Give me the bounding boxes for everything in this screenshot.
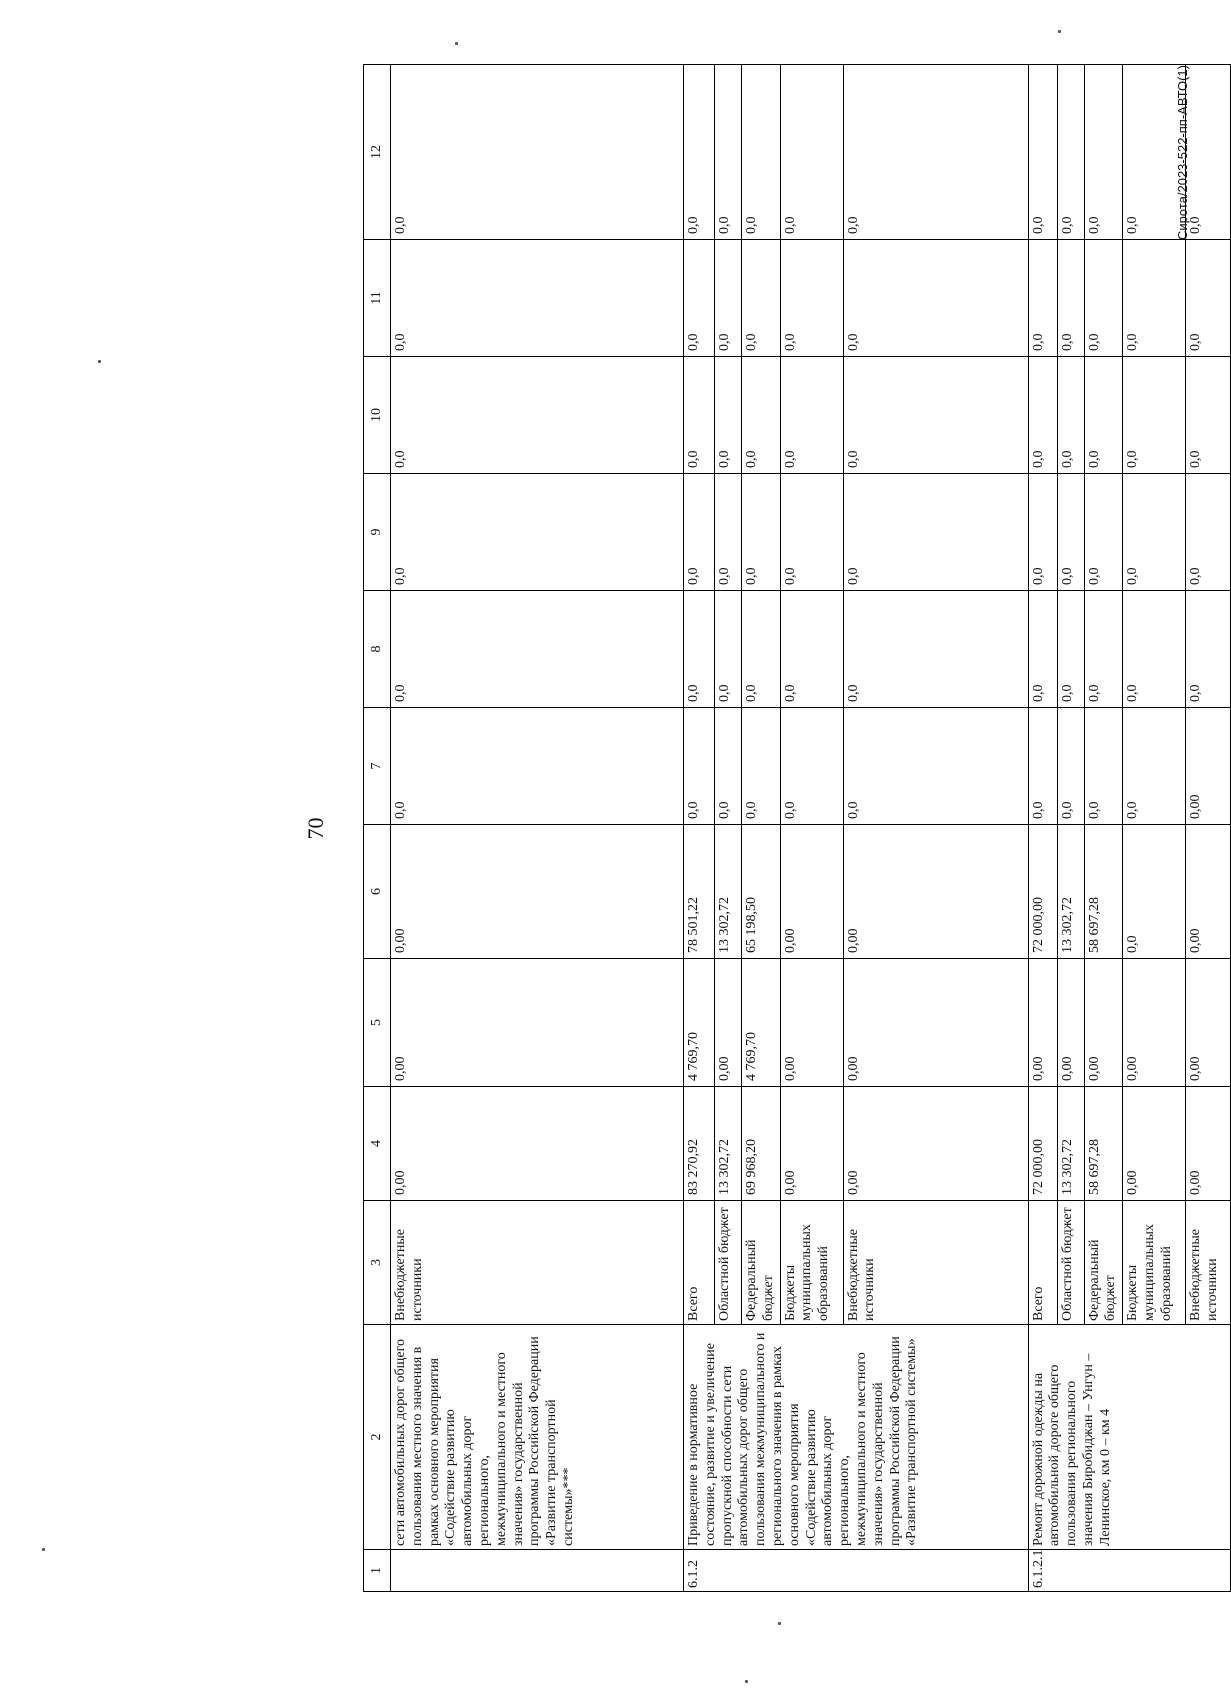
value-cell: 0,0 — [843, 65, 1028, 240]
funding-source: Всего — [1028, 1201, 1057, 1325]
value-cell: 0,0 — [1186, 591, 1231, 708]
value-cell: 0,00 — [1028, 959, 1057, 1087]
value-cell: 0,00 — [1057, 959, 1084, 1087]
value-cell: 0,0 — [742, 708, 781, 825]
funding-source: Внебюджетные источники — [391, 1201, 684, 1325]
value-cell: 0,0 — [1084, 357, 1123, 474]
value-cell: 0,0 — [715, 240, 742, 357]
col-header: 9 — [364, 474, 391, 591]
value-cell: 0,0 — [391, 708, 684, 825]
value-cell: 0,00 — [843, 1087, 1028, 1201]
value-cell: 0,0 — [1057, 708, 1084, 825]
value-cell: 0,0 — [742, 474, 781, 591]
value-cell: 0,0 — [843, 357, 1028, 474]
value-cell: 0,0 — [1123, 357, 1186, 474]
rotated-sheet — [185, 65, 1220, 1592]
document-code: Сирота/2023-522-пп-АВТО(1) — [1175, 65, 1190, 240]
value-cell: 0,00 — [843, 825, 1028, 959]
col-header: 4 — [364, 1087, 391, 1201]
value-cell: 0,0 — [1123, 591, 1186, 708]
value-cell: 0,00 — [1123, 959, 1186, 1087]
table-row — [684, 65, 715, 1592]
value-cell: 0,0 — [1084, 240, 1123, 357]
value-cell: 0,0 — [715, 474, 742, 591]
row-code — [391, 1550, 684, 1592]
value-cell: 0,0 — [1186, 65, 1231, 240]
value-cell: 0,0 — [684, 474, 715, 591]
value-cell: 0,0 — [1057, 65, 1084, 240]
scan-speck — [745, 1680, 748, 1683]
value-cell: 0,0 — [780, 357, 843, 474]
funding-source: Всего — [684, 1201, 715, 1325]
budget-table — [363, 64, 1231, 1592]
value-cell: 13 302,72 — [715, 1087, 742, 1201]
value-cell: 0,0 — [1028, 357, 1057, 474]
value-cell: 0,00 — [391, 825, 684, 959]
value-cell: 4 769,70 — [742, 959, 781, 1087]
table-row — [1028, 65, 1057, 1592]
value-cell: 13 302,72 — [715, 825, 742, 959]
scan-speck — [98, 360, 101, 363]
value-cell: 0,0 — [742, 591, 781, 708]
value-cell: 0,0 — [1084, 591, 1123, 708]
value-cell: 0,0 — [684, 591, 715, 708]
value-cell: 0,0 — [1123, 474, 1186, 591]
funding-source: Бюджеты муниципальных образований — [1123, 1201, 1186, 1325]
value-cell: 0,0 — [1123, 65, 1186, 240]
row-description: сети автомобильных дорог общего пользования местного значения в рамках основного мероприятия «Содействие развитию автомобильных дорог регионального, межмуниципального и местного значения» государственной программы Российской Федерации «Развитие транспортной системы»*** — [391, 1325, 684, 1550]
funding-source: Бюджеты муниципальных образований — [780, 1201, 843, 1325]
funding-source: Федеральный бюджет — [1084, 1201, 1123, 1325]
value-cell: 0,00 — [780, 1087, 843, 1201]
value-cell: 58 697,28 — [1084, 1087, 1123, 1201]
value-cell: 0,0 — [684, 240, 715, 357]
scan-speck — [455, 42, 458, 45]
value-cell: 0,00 — [780, 959, 843, 1087]
value-cell: 0,0 — [742, 240, 781, 357]
value-cell: 83 270,92 — [684, 1087, 715, 1201]
value-cell: 0,0 — [715, 708, 742, 825]
value-cell: 0,0 — [843, 708, 1028, 825]
value-cell: 0,0 — [843, 474, 1028, 591]
value-cell: 0,00 — [1186, 825, 1231, 959]
col-header: 12 — [364, 65, 391, 240]
value-cell: 0,0 — [715, 591, 742, 708]
value-cell: 0,0 — [1057, 474, 1084, 591]
row-code: 6.1.2 — [684, 1550, 1029, 1592]
col-header: 11 — [364, 240, 391, 357]
value-cell: 0,0 — [1057, 591, 1084, 708]
value-cell: 0,00 — [1186, 959, 1231, 1087]
value-cell: 0,0 — [391, 591, 684, 708]
col-header: 5 — [364, 959, 391, 1087]
col-header: 10 — [364, 357, 391, 474]
value-cell: 4 769,70 — [684, 959, 715, 1087]
value-cell: 0,0 — [742, 65, 781, 240]
value-cell: 0,0 — [1123, 708, 1186, 825]
row-description: Приведение в нормативное состояние, развитие и увеличение пропускной способности сети автомобильных дорог общего пользования межмуниципального и регионального значения в рамках основного мероприятия «Содействие развитию автомобильных дорог регионального, межмуниципального и местного значения» государственной программы Российской Федерации «Развитие транспортной системы» — [684, 1325, 1029, 1550]
value-cell: 0,0 — [1028, 708, 1057, 825]
value-cell: 0,00 — [1186, 1087, 1231, 1201]
value-cell: 0,0 — [715, 65, 742, 240]
scan-speck — [1058, 30, 1061, 33]
value-cell: 0,0 — [391, 65, 684, 240]
value-cell: 0,0 — [1057, 240, 1084, 357]
scan-speck — [42, 1548, 45, 1551]
row-code: 6.1.2.1 — [1028, 1550, 1231, 1592]
page-number: 70 — [303, 817, 328, 840]
value-cell: 0,00 — [391, 959, 684, 1087]
funding-source: Федеральный бюджет — [742, 1201, 781, 1325]
value-cell: 65 198,50 — [742, 825, 781, 959]
value-cell: 0,0 — [843, 240, 1028, 357]
header-row — [364, 65, 391, 1592]
table-row — [391, 65, 684, 1592]
value-cell: 0,0 — [843, 591, 1028, 708]
col-header: 1 — [364, 1550, 391, 1592]
value-cell: 0,0 — [684, 357, 715, 474]
value-cell: 13 302,72 — [1057, 1087, 1084, 1201]
value-cell: 0,0 — [742, 357, 781, 474]
value-cell: 0,0 — [1123, 240, 1186, 357]
value-cell: 0,0 — [1028, 65, 1057, 240]
value-cell: 0,0 — [1084, 474, 1123, 591]
value-cell: 0,0 — [715, 357, 742, 474]
value-cell: 0,00 — [391, 1087, 684, 1201]
value-cell: 72 000,00 — [1028, 1087, 1057, 1201]
value-cell: 0,0 — [780, 65, 843, 240]
funding-source: Внебюджетные источники — [1186, 1201, 1231, 1325]
value-cell: 0,0 — [1084, 65, 1123, 240]
funding-source: Областной бюджет — [715, 1201, 742, 1325]
value-cell: 0,0 — [1084, 708, 1123, 825]
value-cell: 0,0 — [1123, 825, 1186, 959]
value-cell: 0,0 — [1028, 240, 1057, 357]
value-cell: 0,00 — [1084, 959, 1123, 1087]
value-cell: 0,0 — [1186, 357, 1231, 474]
value-cell: 0,0 — [391, 240, 684, 357]
value-cell: 0,00 — [715, 959, 742, 1087]
value-cell: 0,00 — [1186, 708, 1231, 825]
value-cell: 0,0 — [1057, 357, 1084, 474]
value-cell: 0,0 — [391, 357, 684, 474]
col-header: 2 — [364, 1325, 391, 1550]
value-cell: 58 697,28 — [1084, 825, 1123, 959]
col-header: 7 — [364, 708, 391, 825]
value-cell: 0,0 — [684, 708, 715, 825]
value-cell: 0,0 — [1028, 591, 1057, 708]
value-cell: 0,0 — [780, 240, 843, 357]
value-cell: 0,0 — [684, 65, 715, 240]
value-cell: 69 968,20 — [742, 1087, 781, 1201]
value-cell: 0,0 — [780, 708, 843, 825]
value-cell: 0,00 — [780, 825, 843, 959]
value-cell: 13 302,72 — [1057, 825, 1084, 959]
value-cell: 0,0 — [1186, 474, 1231, 591]
value-cell: 0,0 — [780, 591, 843, 708]
value-cell: 0,0 — [1186, 240, 1231, 357]
funding-source: Областной бюджет — [1057, 1201, 1084, 1325]
funding-source: Внебюджетные источники — [843, 1201, 1028, 1325]
value-cell: 78 501,22 — [684, 825, 715, 959]
value-cell: 72 000,00 — [1028, 825, 1057, 959]
col-header: 8 — [364, 591, 391, 708]
value-cell: 0,00 — [843, 959, 1028, 1087]
value-cell: 0,00 — [1123, 1087, 1186, 1201]
col-header: 3 — [364, 1201, 391, 1325]
scan-speck — [778, 1622, 781, 1625]
row-description: Ремонт дорожной одежды на автомобильной дороге общего пользования регионального значения Биробиджан – Унгун – Ленинское, км 0 – км 4 — [1028, 1325, 1231, 1550]
value-cell: 0,0 — [391, 474, 684, 591]
value-cell: 0,0 — [780, 474, 843, 591]
col-header: 6 — [364, 825, 391, 959]
value-cell: 0,0 — [1028, 474, 1057, 591]
